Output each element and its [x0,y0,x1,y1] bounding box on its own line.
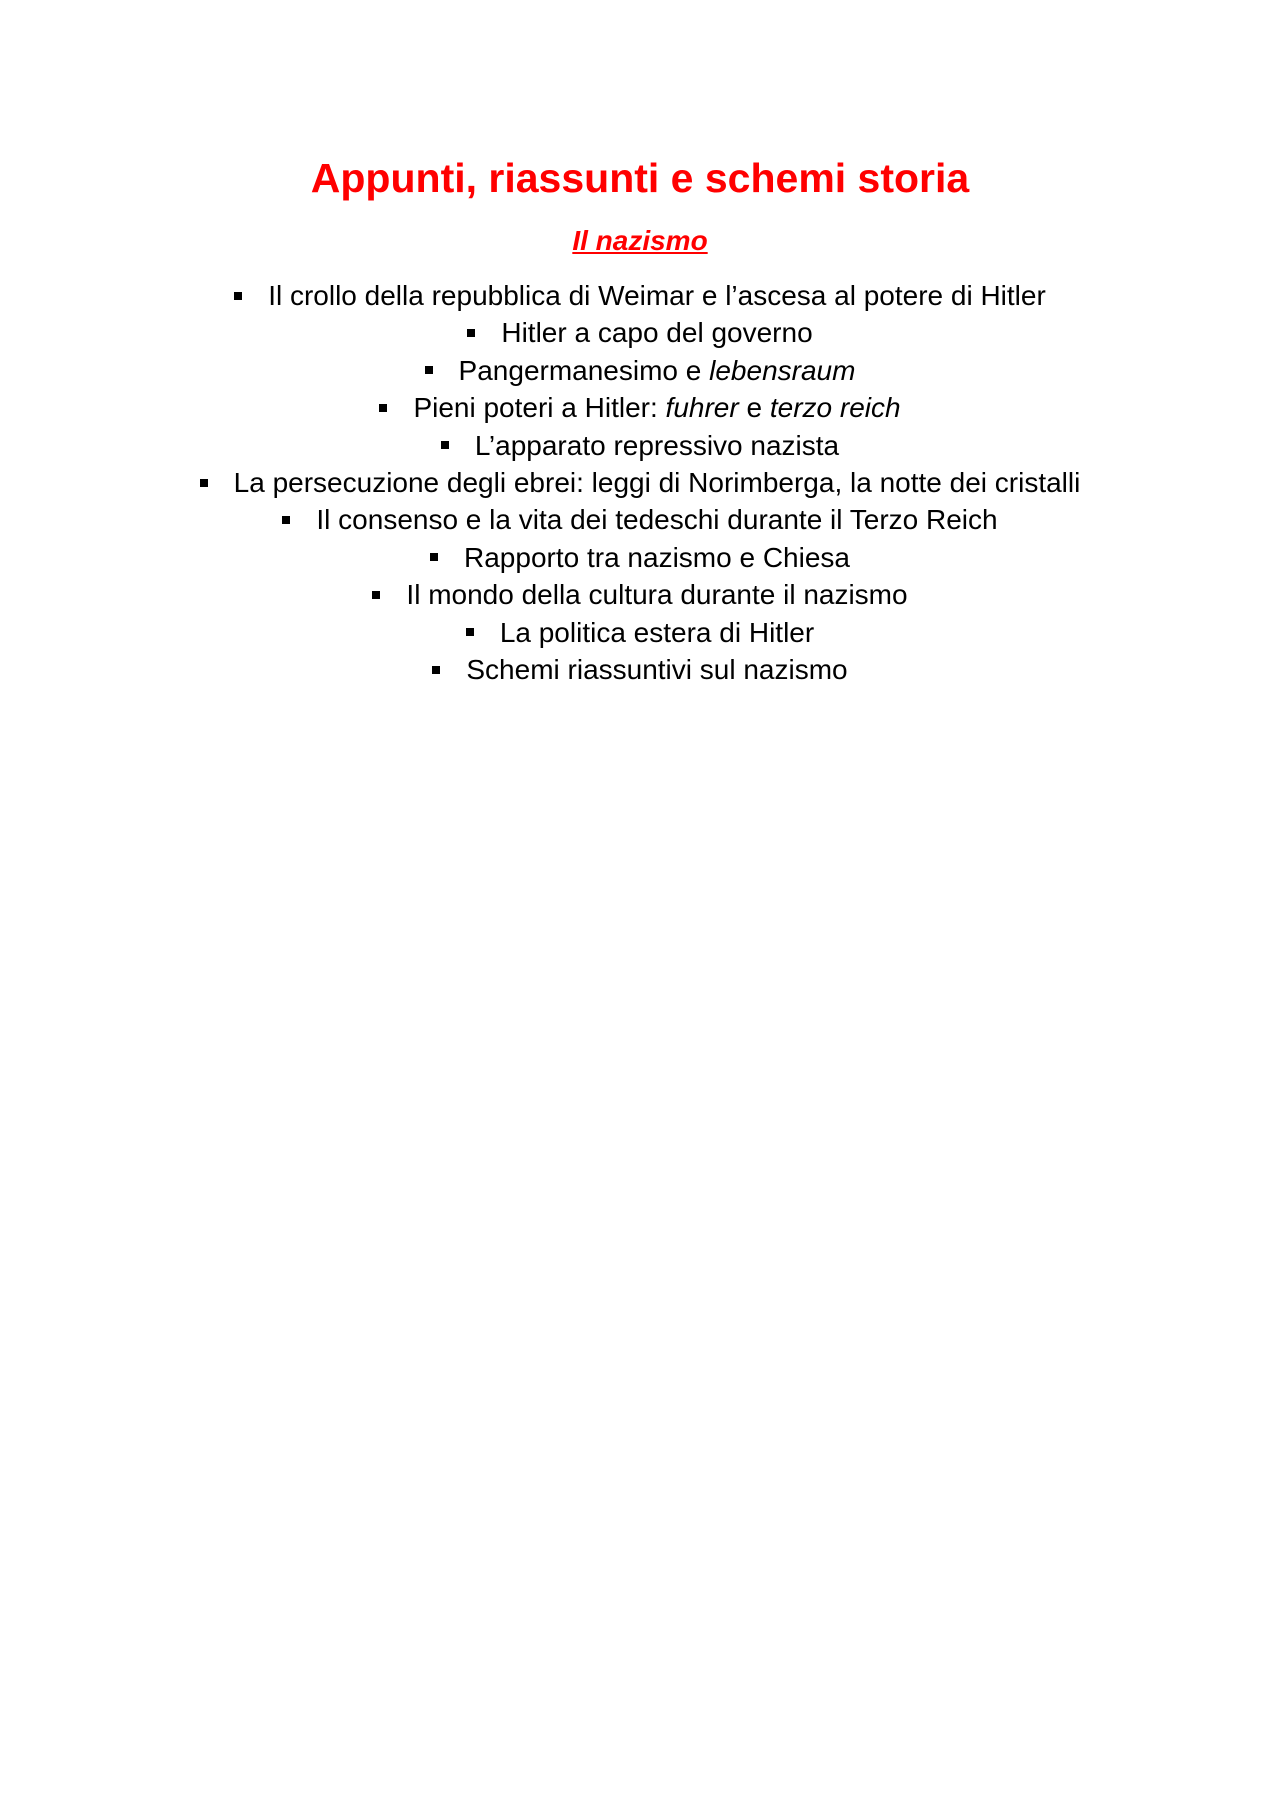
list-item [0,539,1280,576]
list-item-text [459,352,856,389]
text-run: La persecuzione degli ebrei: leggi di Norimberga, la notte dei cristalli [233,466,1081,498]
page-subtitle: Il nazismo [572,225,708,256]
list-item [0,314,1280,351]
square-bullet-icon [441,441,449,449]
list-item-text [268,277,1046,314]
square-bullet-icon [234,292,242,300]
square-bullet-icon [379,404,387,412]
list-item-text [234,464,1081,501]
page-title: Appunti, riassunti e schemi storia [310,155,970,201]
square-bullet-icon [372,591,380,599]
text-run: e [738,392,770,424]
text-run: Rapporto tra nazismo e Chiesa [464,541,850,573]
italic-text-run: terzo reich [769,392,901,424]
square-bullet-icon [467,329,475,337]
text-run: Pieni poteri a Hitler: [413,392,666,424]
list-item-text [413,389,900,426]
list-item-text [500,614,814,651]
italic-text-run: fuhrer [665,392,739,424]
list-item [0,277,1280,314]
list-item-text [316,501,997,538]
list-item [0,576,1280,613]
text-run: Schemi riassuntivi sul nazismo [466,653,848,685]
square-bullet-icon [430,553,438,561]
square-bullet-icon [432,666,440,674]
list-item-text [466,651,847,688]
list-item [0,352,1280,389]
table-of-contents [0,277,1280,688]
list-item [0,427,1280,464]
text-run: Il mondo della cultura durante il nazismo [406,579,908,611]
list-item-text [464,539,850,576]
list-item-text [501,314,812,351]
square-bullet-icon [282,516,290,524]
square-bullet-icon [466,628,474,636]
list-item-text [406,576,907,613]
list-item [0,389,1280,426]
text-run: Il crollo della repubblica di Weimar e l’ascesa al potere di Hitler [268,280,1046,311]
text-run: L’apparato repressivo nazista [474,429,840,461]
text-run: Pangermanesimo e [458,354,710,386]
italic-text-run: lebensraum [709,354,856,386]
square-bullet-icon [200,479,208,487]
list-item [0,614,1280,651]
square-bullet-icon [425,366,433,374]
list-item [0,651,1280,688]
text-run: Hitler a capo del governo [501,317,813,349]
text-run: Il consenso e la vita dei tedeschi durante il Terzo Reich [316,504,998,536]
text-run: La politica estera di Hitler [499,616,815,648]
list-item [0,501,1280,538]
list-item [0,464,1280,501]
list-item-text [475,427,839,464]
